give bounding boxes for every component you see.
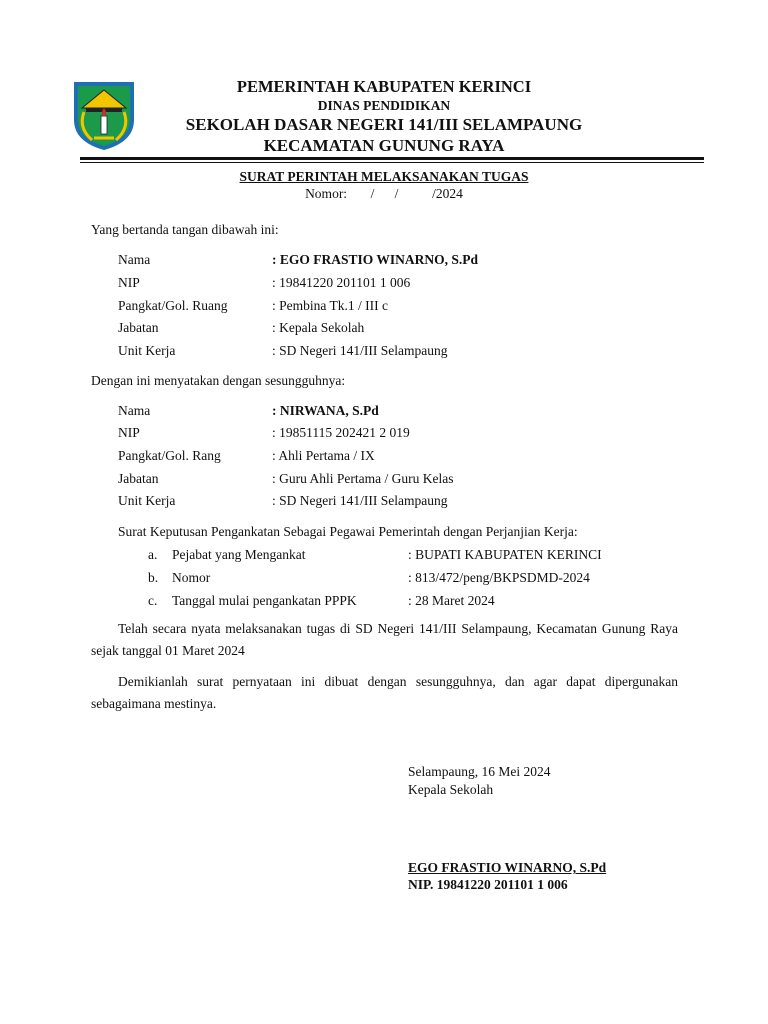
signer-position-value: : Kepala Sekolah [272, 320, 365, 335]
statement-text: Dengan ini menyatakan dengan sesungguhnya: [91, 373, 346, 388]
signer-name-value: : EGO FRASTIO WINARNO, S.Pd [272, 252, 479, 267]
sk-item-b-label: Nomor [172, 570, 211, 585]
sk-item-c-label: Tanggal mulai pengankatan PPPK [172, 593, 357, 608]
closing-paragraph [91, 671, 678, 715]
kabupaten-kerinci-emblem-icon [68, 78, 140, 150]
header-school: SEKOLAH DASAR NEGERI 141/III SELAMPAUNG [185, 115, 583, 134]
employee-nip-label: NIP [118, 425, 140, 440]
sk-item-a-label: Pejabat yang Mengankat [172, 547, 306, 562]
signature-place-date: Selampaung, 16 Mei 2024 [408, 764, 551, 779]
signature-position: Kepala Sekolah [408, 782, 494, 797]
sk-item-a-value: : BUPATI KABUPATEN KERINCI [408, 547, 602, 562]
header-agency: DINAS PENDIDIKAN [317, 98, 451, 113]
sk-item-b-key: b. [148, 570, 159, 585]
intro-text: Yang bertanda tangan dibawah ini: [91, 222, 279, 237]
employee-name-value: : NIRWANA, S.Pd [272, 403, 379, 418]
employee-unit-value: : SD Negeri 141/III Selampaung [272, 493, 448, 508]
sk-item-a-key: a. [148, 547, 158, 562]
signer-rank-value: : Pembina Tk.1 / III c [272, 298, 388, 313]
employee-name-label: Nama [118, 403, 151, 418]
header-government: PEMERINTAH KABUPATEN KERINCI [236, 77, 532, 96]
employee-position-label: Jabatan [118, 471, 159, 486]
signer-nip-value: : 19841220 201101 1 006 [272, 275, 411, 290]
signature-name: EGO FRASTIO WINARNO, S.Pd [408, 860, 607, 875]
employee-rank-label: Pangkat/Gol. Rang [118, 448, 221, 463]
signer-name-label: Nama [118, 252, 151, 267]
sk-item-b-value: : 813/472/peng/BKPSDMD-2024 [408, 570, 590, 585]
signer-nip-label: NIP [118, 275, 140, 290]
document-number: Nomor: / / /2024 [305, 186, 463, 201]
header-divider-thin [80, 162, 704, 163]
task-paragraph-text: Telah secara nyata melaksanakan tugas di SD Negeri 141/III Selampaung, Kecamatan Gunung Raya sejak tanggal 01 Maret 2024 [91, 621, 678, 658]
employee-nip-value: : 19851115 202421 2 019 [272, 425, 410, 440]
header-divider-thick [80, 157, 704, 160]
signer-position-label: Jabatan [118, 320, 159, 335]
signer-unit-label: Unit Kerja [118, 343, 176, 358]
employee-rank-value: : Ahli Pertama / IX [272, 448, 375, 463]
signer-unit-value: : SD Negeri 141/III Selampaung [272, 343, 448, 358]
header-district: KECAMATAN GUNUNG RAYA [263, 136, 505, 155]
sk-intro-text: Surat Keputusan Pengankatan Sebagai Pegawai Pemerintah dengan Perjanjian Kerja: [118, 524, 578, 539]
employee-position-value: : Guru Ahli Pertama / Guru Kelas [272, 471, 454, 486]
signature-nip: NIP. 19841220 201101 1 006 [408, 877, 568, 892]
employee-unit-label: Unit Kerja [118, 493, 176, 508]
task-paragraph [91, 618, 678, 662]
sk-item-c-key: c. [148, 593, 158, 608]
document-title: SURAT PERINTAH MELAKSANAKAN TUGAS [239, 169, 529, 184]
signer-rank-label: Pangkat/Gol. Ruang [118, 298, 228, 313]
closing-paragraph-text: Demikianlah surat pernyataan ini dibuat dengan sesungguhnya, dan agar dapat dipergunakan sebagaimana mestinya. [91, 674, 678, 711]
sk-item-c-value: : 28 Maret 2024 [408, 593, 495, 608]
